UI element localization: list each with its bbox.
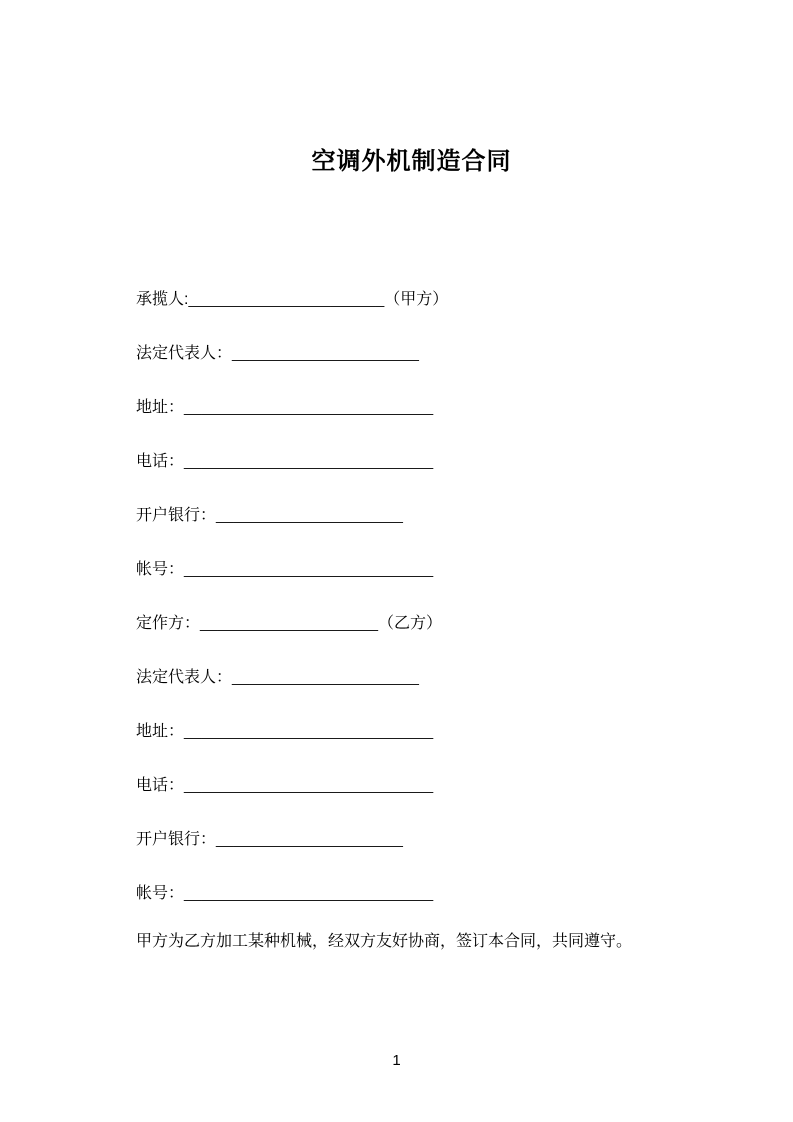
field-blank-line: ____________________________ <box>184 399 434 416</box>
closing-paragraph: 甲方为乙方加工某种机械，经双方友好协商，签订本合同，共同遵守。 <box>136 933 633 950</box>
form-line-legal-rep-a <box>136 344 713 398</box>
party-a-suffix: （甲方） <box>384 291 449 308</box>
party-info-form <box>136 290 713 938</box>
field-label: 帐号： <box>136 561 185 578</box>
field-blank-line: _____________________ <box>232 669 419 686</box>
form-line-address-a <box>136 398 713 452</box>
field-label: 承揽人: <box>136 291 189 308</box>
form-line-address-b <box>136 722 713 776</box>
form-line-account-a <box>136 560 713 614</box>
field-label: 电话： <box>136 777 185 794</box>
field-label: 法定代表人： <box>136 345 233 362</box>
party-b-suffix: （乙方） <box>377 615 442 632</box>
page-number: 1 <box>392 1052 401 1069</box>
field-blank-line: ____________________________ <box>184 561 434 578</box>
field-label: 地址： <box>136 399 185 416</box>
field-label: 地址： <box>136 723 185 740</box>
form-line-bank-a <box>136 506 713 560</box>
form-line-phone-b <box>136 776 713 830</box>
field-label: 帐号： <box>136 885 185 902</box>
field-blank-line: ____________________ <box>200 615 378 632</box>
field-blank-line: _____________________ <box>232 345 419 362</box>
form-line-phone-a <box>136 452 713 506</box>
field-blank-line: ____________________________ <box>184 723 434 740</box>
field-blank-line: _____________________ <box>216 831 403 848</box>
field-blank-line: ____________________________ <box>184 453 434 470</box>
field-blank-line: ______________________ <box>188 291 385 308</box>
form-line-legal-rep-b <box>136 668 713 722</box>
field-label: 开户银行： <box>136 831 217 848</box>
form-line-contractor <box>136 290 713 344</box>
form-line-orderer <box>136 614 713 668</box>
field-blank-line: ____________________________ <box>184 777 434 794</box>
form-line-bank-b <box>136 830 713 884</box>
field-label: 电话： <box>136 453 185 470</box>
field-label: 开户银行： <box>136 507 217 524</box>
document-title: 空调外机制造合同 <box>311 148 512 175</box>
field-blank-line: _____________________ <box>216 507 403 524</box>
field-label: 定作方： <box>136 615 201 632</box>
field-blank-line: ____________________________ <box>184 885 434 902</box>
field-label: 法定代表人： <box>136 669 233 686</box>
